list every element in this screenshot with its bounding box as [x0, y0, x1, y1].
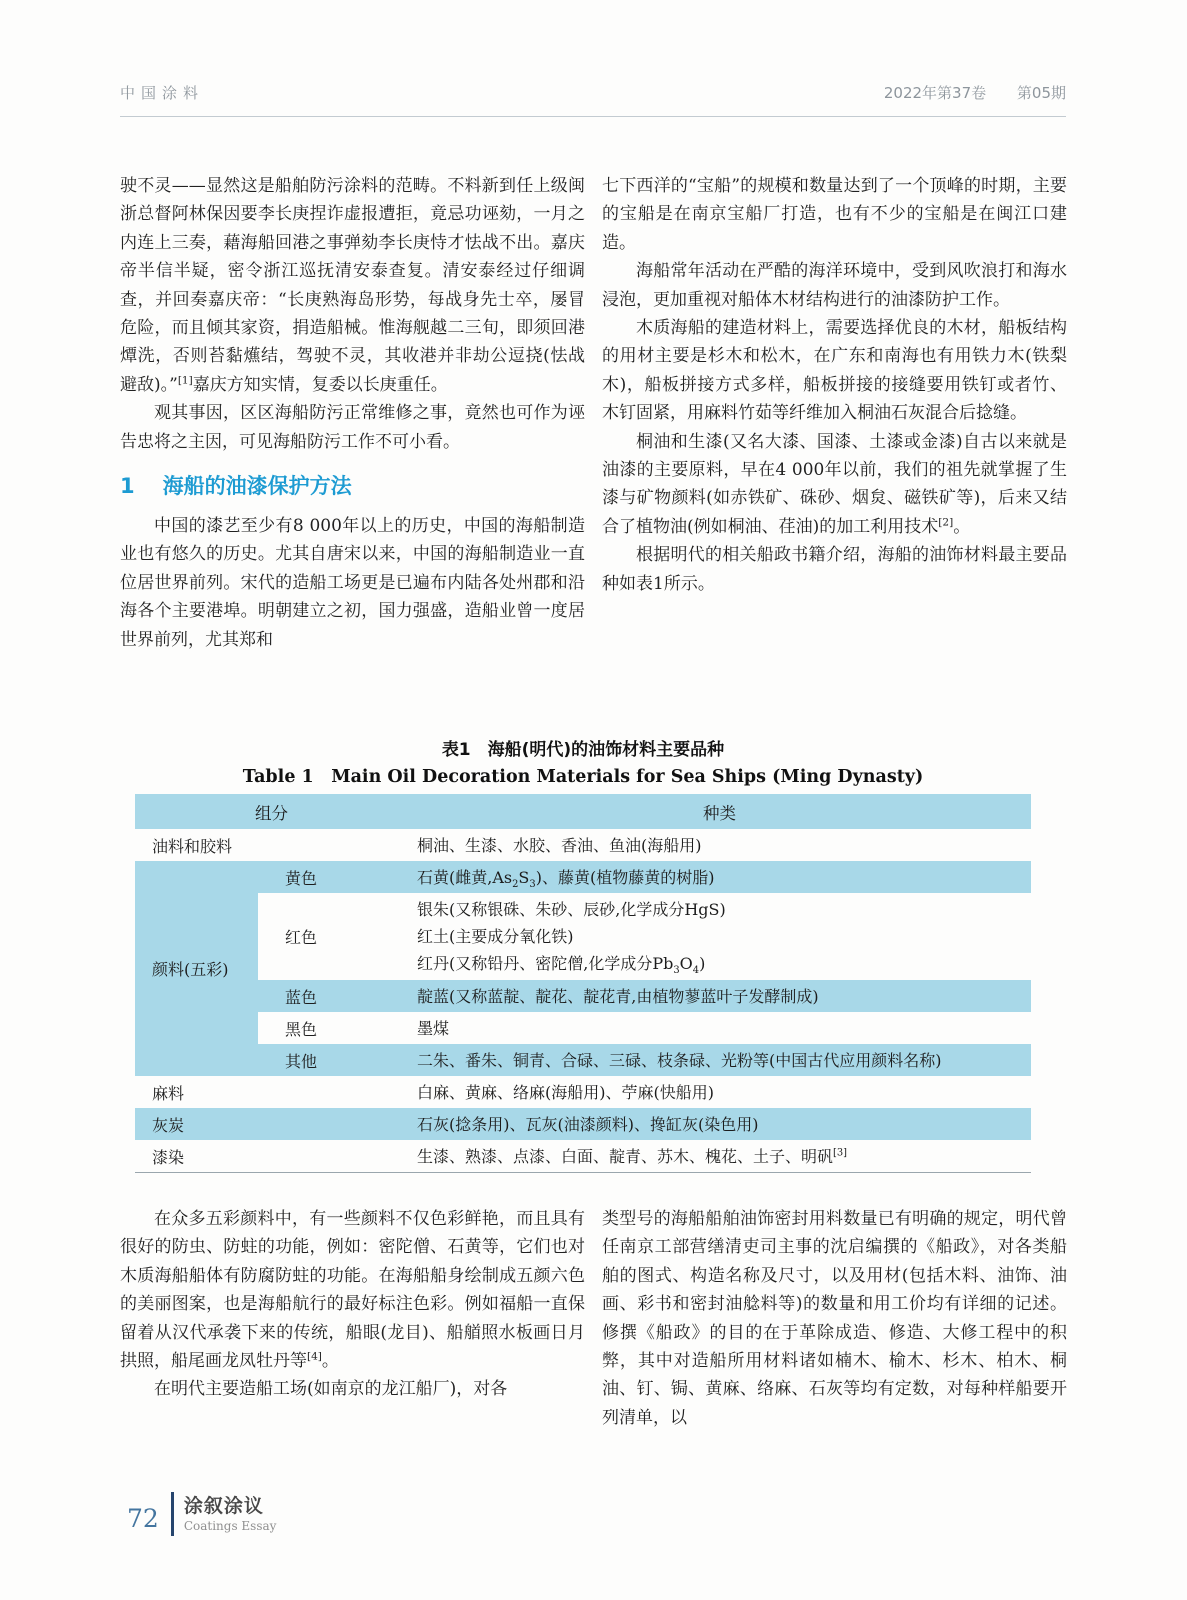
species-cell: [408, 1076, 1031, 1108]
page-footer: [127, 1492, 276, 1536]
text-run: 。: [953, 516, 971, 537]
paragraph: [120, 1375, 585, 1403]
species-cell: [408, 1012, 1031, 1044]
text-run: 银朱(又称银硃、朱砂、辰砂,化学成分HgS): [417, 900, 726, 919]
species-line: [417, 864, 1031, 891]
text-run: 桐油和生漆(又名大漆、国漆、土漆或金漆)自古以来就是油漆的主要原料，早在4 000年以前，我们的祖先就掌握了生漆与矿物颜料(如赤铁矿、硃砂、烟炱、磁铁矿等)，后来又结合了植物油(例如桐油、荏油)的加工利用技术: [602, 431, 1067, 537]
species-line: [417, 1047, 1031, 1074]
section-title: 海船的油漆保护方法: [162, 474, 352, 499]
citation-ref: [4]: [307, 1350, 322, 1363]
species-line: [417, 1111, 1031, 1138]
volume-label: 2022年第37卷: [883, 84, 987, 102]
subcategory-cell: 红色: [285, 928, 318, 947]
section-heading: [120, 471, 585, 501]
issue-info: [884, 82, 1066, 103]
subcategory-cell: 黑色: [285, 1019, 318, 1039]
column-header-species: 种类: [408, 794, 1031, 829]
species-line: [417, 1015, 1031, 1042]
component-group-cell: 漆染: [152, 1147, 185, 1167]
left-column-paragraphs-before-heading: [120, 172, 585, 456]
citation-ref: [1]: [177, 374, 193, 387]
text-run: 在明代主要造船工场(如南京的龙江船厂)，对各: [154, 1379, 508, 1400]
right-column-paragraphs: [602, 172, 1067, 598]
component-group-cell: 灰炭: [135, 1108, 408, 1140]
species-line: [417, 832, 1031, 859]
text-run: 类型号的海船船舶油饰密封用料数量已有明确的规定，明代曾任南京工部营缮清吏司主事的沈启编撰的《船政》，对各类船舶的图式、构造名称及尺寸，以及用材(包括木料、油饰、油画、彩书和密封油艌料等)的数量和用工价均有详细的记述。修撰《船政》的目的在于革除成造、修造、大修工程中的积弊，其中对造船所用材料诸如楠木、榆木、杉木、柏木、桐油、钉、锔、黄麻、络麻、石灰等均有定数，对每种样船要开列清单，以: [602, 1209, 1067, 1428]
issue-label: 第05期: [1016, 84, 1066, 102]
paragraph: [602, 541, 1067, 598]
chem-subscript: 3: [529, 878, 536, 890]
text-run: 靛蓝(又称蓝靛、靛花、靛花青,由植物蓼蓝叶子发酵制成): [417, 986, 819, 1006]
text-run: 墨煤: [417, 1018, 450, 1038]
journal-name: 中国涂料: [120, 84, 205, 102]
text-run: 白麻、黄麻、络麻(海船用)、苧麻(快船用): [417, 1082, 714, 1102]
paragraph: [602, 314, 1067, 428]
text-run: )、藤黄(植物藤黄的树脂): [535, 867, 715, 887]
species-line: [417, 950, 1031, 977]
species-line: [417, 1079, 1031, 1106]
right-column-bottom: [602, 1205, 1067, 1432]
component-group-cell: 颜料(五彩): [135, 861, 258, 1076]
text-run: ): [699, 954, 706, 973]
citation-ref: [2]: [938, 516, 954, 529]
footer-divider-bar: [171, 1492, 174, 1536]
paragraph: [602, 428, 1067, 542]
text-run: 石黄(雌黄,As: [417, 867, 513, 887]
species-cell: [408, 893, 1031, 980]
species-line: [417, 983, 1031, 1010]
left-column-bottom: [120, 1205, 585, 1432]
text-run: 桐油、生漆、水胶、香油、鱼油(海船用): [417, 835, 702, 855]
paragraph: [120, 399, 585, 456]
text-run: 。: [321, 1351, 339, 1372]
footer-column-subtitle: Coatings Essay: [183, 1518, 277, 1533]
left-column-paragraphs-after-heading: [120, 512, 585, 654]
species-cell: [408, 829, 1031, 861]
table-row: [135, 861, 1031, 893]
text-run: 七下西洋的“宝船”的规模和数量达到了一个顶峰的时期，主要的宝船是在南京宝船厂打造，也有不少的宝船是在闽江口建造。: [602, 176, 1067, 253]
species-line: [417, 923, 1031, 950]
table-row: [135, 1076, 1031, 1108]
text-run: 木质海船的建造材料上，需要选择优良的木材，船板结构的用材主要是杉木和松木，在广东和南海也有用铁力木(铁梨木)，船板拼接方式多样，船板拼接的接缝要用铁钉或者竹、木钉固紧，用麻料竹茹等纤维加入桐油石灰混合后捻缝。: [602, 318, 1067, 424]
table-row: [135, 1140, 1031, 1173]
subcategory-cell: 其他: [258, 1044, 408, 1076]
component-group-cell: 麻料: [152, 1083, 185, 1103]
chem-subscript: 3: [673, 965, 680, 977]
paragraph: [120, 1205, 585, 1375]
table-block: [135, 737, 1031, 1173]
species-cell: [408, 980, 1031, 1012]
text-run: 观其事因，区区海船防污正常维修之事，竟然也可作为诬告忠将之主因，可见海船防污工作不可小看。: [120, 403, 585, 452]
text-run: 中国的漆艺至少有8 000年以上的历史，中国的海船制造业也有悠久的历史。尤其自唐宋以来，中国的海船制造业一直位居世界前列。宋代的造船工场更是已遍布内陆各处州郡和沿海各个主要港埠。明朝建立之初，国力强盛，造船业曾一度居世界前列，尤其郑和: [120, 516, 585, 650]
footer-column-title: 涂叙涂议: [183, 1494, 264, 1517]
materials-table: [135, 794, 1031, 1173]
species-line: [417, 896, 1031, 923]
table-row: [135, 980, 1031, 1012]
table-header-row: [135, 794, 1031, 829]
table-row: [135, 829, 1031, 861]
table-body: [135, 829, 1031, 1173]
species-cell: [408, 1140, 1031, 1173]
table-row: [135, 1044, 1031, 1076]
left-column-bottom-paragraphs: [120, 1205, 585, 1404]
subcategory-cell: 蓝色: [258, 980, 408, 1012]
right-column-top: [602, 172, 1067, 654]
table-caption-zh: 表1 海船(明代)的油饰材料主要品种: [441, 740, 725, 760]
species-cell: [408, 861, 1031, 893]
right-column-bottom-paragraphs: [602, 1205, 1067, 1432]
bottom-columns: [120, 1205, 1067, 1432]
top-columns: [120, 172, 1067, 654]
subcategory-cell: 黄色: [258, 861, 408, 893]
text-run: 海船常年活动在严酷的海洋环境中，受到风吹浪打和海水浸泡，更加重视对船体木材结构进行的油漆防护工作。: [602, 261, 1067, 310]
paragraph: [120, 172, 585, 399]
table-row: [135, 1012, 1031, 1044]
text-run: 红土(主要成分氧化铁): [417, 927, 574, 946]
text-run: O: [679, 954, 693, 973]
text-run: 生漆、熟漆、点漆、白面、靛青、苏木、槐花、土子、明矾: [417, 1146, 834, 1166]
component-group-cell: 油料和胶料: [152, 836, 233, 856]
chem-subscript: 2: [512, 878, 519, 890]
footer-column-block: [184, 1495, 277, 1534]
text-run: 嘉庆方知实情，复委以长庚重任。: [192, 374, 448, 395]
text-run: S: [518, 867, 530, 887]
table-caption-en: Table 1 Main Oil Decoration Materials for Sea Ships (Ming Dynasty): [242, 767, 924, 787]
table-row: [135, 893, 1031, 980]
page-number: 72: [127, 1503, 159, 1533]
text-run: 二朱、番朱、铜青、合碌、三碌、枝条碌、光粉等(中国古代应用颜料名称): [417, 1050, 942, 1070]
left-column-top: [120, 172, 585, 654]
text-run: 红丹(又称铅丹、密陀僧,化学成分Pb: [417, 954, 674, 973]
page-header: [120, 82, 1066, 103]
species-cell: [408, 1044, 1031, 1076]
citation-ref: [3]: [833, 1147, 848, 1159]
header-rule: [120, 116, 1066, 117]
text-run: 根据明代的相关船政书籍介绍，海船的油饰材料最主要品种如表1所示。: [602, 545, 1067, 594]
paragraph: [602, 172, 1067, 257]
species-line: [417, 1143, 1031, 1170]
section-number: 1: [120, 474, 135, 499]
chem-subscript: 4: [692, 965, 700, 977]
paragraph: [120, 512, 585, 654]
table-row: [135, 1108, 1031, 1140]
text-run: 驶不灵——显然这是船舶防污涂料的范畴。不料新到任上级闽浙总督阿林保因要李长庚捏诈虚报遭拒，竟忌功诬劾，一月之内连上三奏，藉海船回港之事弹劾李长庚恃才怯战不出。嘉庆帝半信半疑，密令浙江巡抚清安泰查复。清安泰经过仔细调查，并回奏嘉庆帝：“长庚熟海岛形势，每战身先士卒，屡冒危险，而且倾其家资，捐造船械。惟海舰越二三旬，即须回港燂洗，否则苔黏爑结，驾驶不灵，其收港并非劫公逗挠(怯战避敌)。”: [120, 176, 585, 395]
paragraph: [602, 1205, 1067, 1432]
text-run: 石灰(捻条用)、瓦灰(油漆颜料)、搀缸灰(染色用): [417, 1114, 759, 1134]
column-header-component: 组分: [135, 794, 408, 829]
paragraph: [602, 257, 1067, 314]
species-cell: [408, 1108, 1031, 1140]
text-run: 在众多五彩颜料中，有一些颜料不仅色彩鲜艳，而且具有很好的防虫、防蛀的功能，例如：密陀僧、石黄等，它们也对木质海船船体有防腐防蛀的功能。在海船船身绘制成五颜六色的美丽图案，也是海船航行的最好标注色彩。例如福船一直保留着从汉代承袭下来的传统，船眼(龙目)、船艏照水板画日月拱照，船尾画龙凤牡丹等: [120, 1209, 585, 1372]
